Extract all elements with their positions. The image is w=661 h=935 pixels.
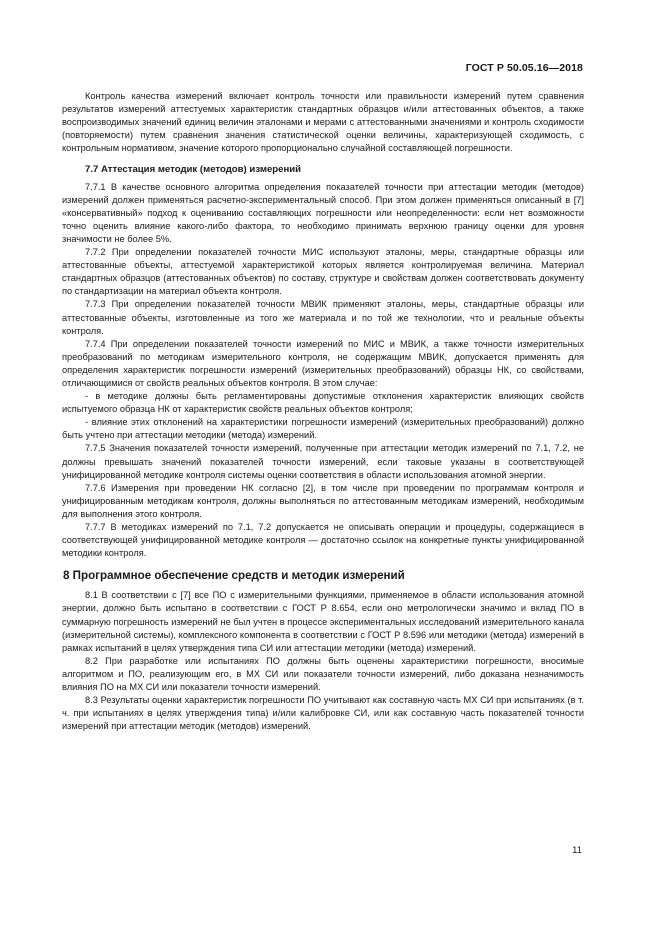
paragraph-7-7-7: 7.7.7 В методиках измерений по 7.1, 7.2 допускается не описывать операции и процедуры, содержащиеся в соответствующей унифицированной методике контроля — достаточно ссылок на конкретные пункты унифицированной методики контроля. xyxy=(62,522,584,559)
paragraph-8-3: 8.3 Результаты оценки характеристик погрешности ПО учитывают как составную часть МХ СИ при испытаниях (в т. ч. при испытаниях в целях утверждения типа) и/или калибровке СИ, или как составную часть показателей точности измерений при аттестации методик (методов) измерений. xyxy=(62,695,584,732)
document-number-header: ГОСТ Р 50.05.16—2018 xyxy=(465,62,583,74)
paragraph-7-7-4: 7.7.4 При определении показателей точности измерений по МИС и МВИК, а также точности измерительных преобразований по методикам измерительного контроля, не содержащим МВИК, допускается применять для определения характеристик погрешности измерений (измерительных преобразований) образцы НК, со свойствами, отличающимися от свойств реальных объектов контроля. В этом случае: xyxy=(62,338,584,388)
paragraph-7-7-1: 7.7.1 В качестве основного алгоритма определения показателей точности при аттестации методик (методов) измерений должен применяться расчетно-экспериментальный способ. При этом должен применяться описанный в [7] «консервативный» подход к оцениванию составляющих погрешности или неопределенности: если нет возможности точно оценить влияние какого-либо фактора, то необходимо принимать верхнюю границу оценки для уровня значимости не более 5%. xyxy=(62,181,584,244)
paragraph-7-7-6: 7.7.6 Измерения при проведении НК согласно [2], в том числе при проведении по программам контроля и унифицированным методикам контроля, должны выполняться по аттестованным методикам измерений, необходимым для выполнения этого контроля. xyxy=(62,482,584,519)
paragraph-7-7-3: 7.7.3 При определении показателей точности МВИК применяют эталоны, меры, стандартные образцы или аттестованные объекты, изготовленные из того же материала и по той же технологии, что и реальные объекты контроля. xyxy=(62,299,584,336)
list-item-influence: - влияние этих отклонений на характеристики погрешности измерений (измерительных преобразований) должно быть учтено при аттестации методики (метода) измерений. xyxy=(62,417,584,441)
document-body xyxy=(62,90,584,733)
paragraph-7-7-2: 7.7.2 При определении показателей точности МИС используют эталоны, меры, стандартные образцы или аттестованные объекты, аттестуемой характеристикой которых является контролируемая величина. Материал стандартных образцов (аттестованных объектов) по составу, структуре и свойствам должен соответствовать документу по стандартизации на материал объекта контроля. xyxy=(62,247,584,297)
section-8-heading: 8 Программное обеспечение средств и методик измерений xyxy=(63,569,405,583)
paragraph-8-2: 8.2 При разработке или испытаниях ПО должны быть оценены характеристики погрешности, вносимые алгоритмом и ПО, реализующим его, в МХ СИ или показатели точности измерений, либо доказана незначимость влияния ПО на МХ СИ или показатели точности измерений. xyxy=(62,655,584,693)
list-item-deviations: - в методике должны быть регламентированы допустимые отклонения характеристик влияющих свойств испытуемого образца НК от характеристик свойств реальных объектов контроля; xyxy=(62,391,584,415)
paragraph-7-7-5: 7.7.5 Значения показателей точности измерений, полученные при аттестации методик измерений по 7.1, 7.2, не должны превышать значений показателей точности измерений, если таковые указаны в соответствующей унифицированной методике контроля системы оценки соответствия в области использования атомной энергии. xyxy=(62,443,584,480)
paragraph-8-1: 8.1 В соответствии с [7] все ПО с измерительными функциями, применяемое в области использования атомной энергии, должно быть испытано в соответствии с ГОСТ Р 8.654, если оно метрологически значимо и вклад ПО в суммарную погрешность измерений не был учтен в процессе экспериментальных исследований измерительного канала (измерительной системы), комплексного компонента в соответствии с ГОСТ Р 8.596 или методики (метода) измерений в рамках испытаний в целях утверждения типа СИ или аттестации методики (метода) измерений. xyxy=(62,590,584,653)
page-number: 11 xyxy=(572,845,582,856)
section-7-7-heading: 7.7 Аттестация методик (методов) измерений xyxy=(85,164,302,176)
paragraph-intro: Контроль качества измерений включает контроль точности или правильности измерений путем сравнения результатов измерений аттестуемых характеристик стандартных образцов и/или аттестованных объектов, а также воспроизводимых значений единиц величин эталонами и мерами с аттестованными значениями и контроль сходимости (повторяемости) путем сравнения значения статистической оценки величины, характеризующей сходимость, с контрольным нормативом, значение которого пропорционально случайной составляющей погрешности. xyxy=(62,91,584,154)
